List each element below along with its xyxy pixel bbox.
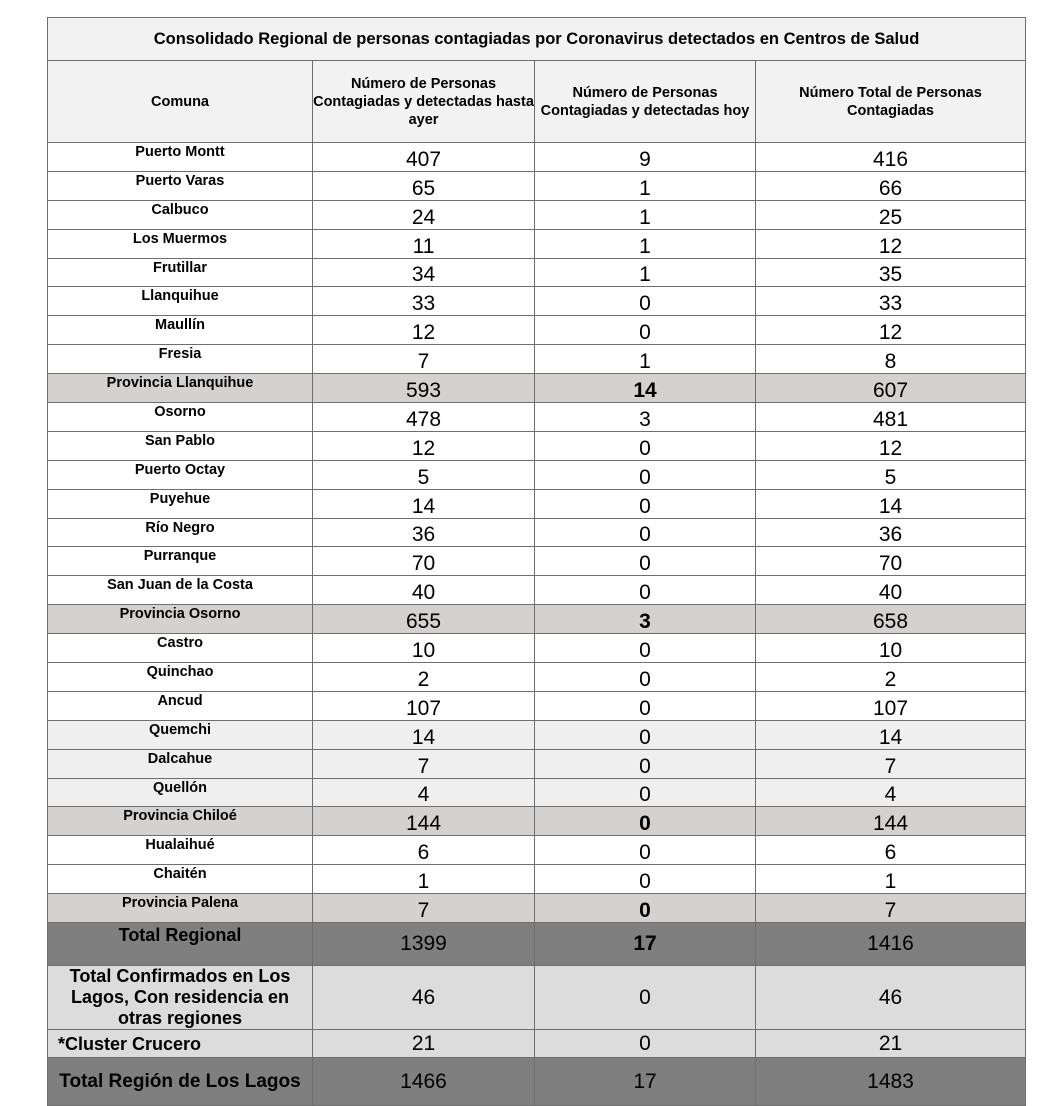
comuna-name: Frutillar [48, 258, 313, 287]
comuna-name: Quinchao [48, 663, 313, 692]
comuna-name: Puerto Montt [48, 143, 313, 172]
cell-total: 46 [756, 966, 1026, 1030]
cell-ayer: 70 [313, 547, 535, 576]
cell-hoy: 0 [535, 431, 756, 460]
table-row [48, 749, 1026, 778]
cell-ayer: 1399 [313, 923, 535, 966]
cell-ayer: 7 [313, 345, 535, 374]
cell-ayer: 1466 [313, 1058, 535, 1106]
table-row [48, 258, 1026, 287]
cell-total: 35 [756, 258, 1026, 287]
comuna-name: Osorno [48, 403, 313, 432]
table-row [48, 691, 1026, 720]
province-row [48, 374, 1026, 403]
cell-hoy: 3 [535, 403, 756, 432]
cell-hoy: 0 [535, 460, 756, 489]
cell-ayer: 12 [313, 431, 535, 460]
total-region-row [48, 1058, 1026, 1106]
table-row [48, 865, 1026, 894]
cell-hoy: 0 [535, 287, 756, 316]
cell-total: 14 [756, 489, 1026, 518]
comuna-name: San Pablo [48, 431, 313, 460]
cell-total: 107 [756, 691, 1026, 720]
table-row [48, 171, 1026, 200]
cell-hoy: 0 [535, 663, 756, 692]
cell-hoy: 1 [535, 171, 756, 200]
table-row [48, 634, 1026, 663]
cell-hoy: 17 [535, 923, 756, 966]
cell-hoy: 0 [535, 865, 756, 894]
cell-hoy: 1 [535, 345, 756, 374]
cell-total: 12 [756, 431, 1026, 460]
cell-hoy: 17 [535, 1058, 756, 1106]
cell-ayer: 107 [313, 691, 535, 720]
cell-hoy: 0 [535, 749, 756, 778]
cell-ayer: 34 [313, 258, 535, 287]
cell-total: 12 [756, 229, 1026, 258]
cell-total: 14 [756, 720, 1026, 749]
table-row [48, 143, 1026, 172]
cell-ayer: 407 [313, 143, 535, 172]
cell-ayer: 144 [313, 807, 535, 836]
comuna-name: Puyehue [48, 489, 313, 518]
cell-total: 416 [756, 143, 1026, 172]
cell-hoy: 0 [535, 547, 756, 576]
comuna-name: Fresia [48, 345, 313, 374]
province-name: Provincia Llanquihue [48, 374, 313, 403]
total-regional-row [48, 923, 1026, 966]
comuna-name: Llanquihue [48, 287, 313, 316]
cell-ayer: 655 [313, 605, 535, 634]
cell-hoy: 1 [535, 200, 756, 229]
comuna-name: Hualaihué [48, 836, 313, 865]
comuna-name: Puerto Octay [48, 460, 313, 489]
cell-ayer: 40 [313, 576, 535, 605]
total-region-label: Total Región de Los Lagos [48, 1058, 313, 1106]
cell-ayer: 4 [313, 778, 535, 807]
table-row [48, 403, 1026, 432]
header-comuna: Comuna [48, 61, 313, 143]
table-row [48, 431, 1026, 460]
cell-ayer: 21 [313, 1030, 535, 1058]
comuna-name: Puerto Varas [48, 171, 313, 200]
table-row [48, 663, 1026, 692]
cell-ayer: 14 [313, 489, 535, 518]
comuna-name: San Juan de la Costa [48, 576, 313, 605]
comuna-name: Castro [48, 634, 313, 663]
cell-ayer: 11 [313, 229, 535, 258]
cell-total: 5 [756, 460, 1026, 489]
cell-ayer: 46 [313, 966, 535, 1030]
cell-hoy: 0 [535, 489, 756, 518]
cell-ayer: 33 [313, 287, 535, 316]
cell-total: 4 [756, 778, 1026, 807]
comuna-name: Río Negro [48, 518, 313, 547]
cell-hoy: 14 [535, 374, 756, 403]
cell-ayer: 65 [313, 171, 535, 200]
cell-hoy: 1 [535, 229, 756, 258]
cell-total: 8 [756, 345, 1026, 374]
cell-ayer: 36 [313, 518, 535, 547]
cell-total: 1483 [756, 1058, 1026, 1106]
cell-total: 607 [756, 374, 1026, 403]
other-regions-label: Total Confirmados en Los Lagos, Con residencia en otras regiones [48, 966, 313, 1030]
cell-ayer: 478 [313, 403, 535, 432]
comuna-name: Quellón [48, 778, 313, 807]
cell-hoy: 0 [535, 807, 756, 836]
table-row [48, 200, 1026, 229]
province-name: Provincia Chiloé [48, 807, 313, 836]
cell-total: 658 [756, 605, 1026, 634]
cell-total: 7 [756, 894, 1026, 923]
cell-hoy: 0 [535, 316, 756, 345]
table-row [48, 576, 1026, 605]
table-row [48, 778, 1026, 807]
cell-total: 25 [756, 200, 1026, 229]
table-row [48, 720, 1026, 749]
comuna-name: Ancud [48, 691, 313, 720]
cell-total: 1 [756, 865, 1026, 894]
cell-ayer: 593 [313, 374, 535, 403]
cell-hoy: 1 [535, 258, 756, 287]
cluster-row [48, 1030, 1026, 1058]
table-row [48, 489, 1026, 518]
cell-ayer: 7 [313, 894, 535, 923]
cell-ayer: 6 [313, 836, 535, 865]
cell-hoy: 3 [535, 605, 756, 634]
cell-total: 10 [756, 634, 1026, 663]
comuna-name: Quemchi [48, 720, 313, 749]
cluster-label: *Cluster Crucero [48, 1030, 313, 1058]
cell-total: 33 [756, 287, 1026, 316]
cell-hoy: 0 [535, 576, 756, 605]
header-hoy: Número de Personas Contagiadas y detectadas hoy [535, 61, 756, 143]
comuna-name: Calbuco [48, 200, 313, 229]
cell-hoy: 0 [535, 894, 756, 923]
comuna-name: Chaitén [48, 865, 313, 894]
table-title: Consolidado Regional de personas contagiadas por Coronavirus detectados en Centros de Salud [48, 18, 1026, 61]
table-row [48, 229, 1026, 258]
other-regions-row [48, 966, 1026, 1030]
header-ayer: Número de Personas Contagiadas y detectadas hasta ayer [313, 61, 535, 143]
comuna-name: Dalcahue [48, 749, 313, 778]
province-row [48, 605, 1026, 634]
cell-ayer: 7 [313, 749, 535, 778]
cell-total: 1416 [756, 923, 1026, 966]
cell-hoy: 0 [535, 518, 756, 547]
cell-total: 66 [756, 171, 1026, 200]
table-row [48, 316, 1026, 345]
table-row [48, 345, 1026, 374]
comuna-name: Los Muermos [48, 229, 313, 258]
table-row [48, 460, 1026, 489]
cell-hoy: 0 [535, 778, 756, 807]
cell-ayer: 5 [313, 460, 535, 489]
cell-ayer: 12 [313, 316, 535, 345]
cell-total: 21 [756, 1030, 1026, 1058]
cell-hoy: 0 [535, 720, 756, 749]
cell-hoy: 0 [535, 966, 756, 1030]
cell-hoy: 0 [535, 634, 756, 663]
cell-total: 36 [756, 518, 1026, 547]
covid-table [47, 17, 1026, 1106]
cell-total: 144 [756, 807, 1026, 836]
cell-hoy: 0 [535, 1030, 756, 1058]
province-row [48, 807, 1026, 836]
cell-total: 70 [756, 547, 1026, 576]
table-row [48, 836, 1026, 865]
cell-hoy: 9 [535, 143, 756, 172]
cell-hoy: 0 [535, 691, 756, 720]
cell-total: 7 [756, 749, 1026, 778]
comuna-name: Maullín [48, 316, 313, 345]
table-row [48, 518, 1026, 547]
cell-hoy: 0 [535, 836, 756, 865]
province-row [48, 894, 1026, 923]
cell-total: 12 [756, 316, 1026, 345]
table-row [48, 287, 1026, 316]
cell-ayer: 10 [313, 634, 535, 663]
cell-total: 481 [756, 403, 1026, 432]
cell-ayer: 2 [313, 663, 535, 692]
cell-ayer: 24 [313, 200, 535, 229]
cell-ayer: 14 [313, 720, 535, 749]
header-total: Número Total de Personas Contagiadas [756, 61, 1026, 143]
cell-total: 6 [756, 836, 1026, 865]
cell-ayer: 1 [313, 865, 535, 894]
comuna-name: Purranque [48, 547, 313, 576]
province-name: Provincia Palena [48, 894, 313, 923]
table-row [48, 547, 1026, 576]
cell-total: 2 [756, 663, 1026, 692]
total-regional-label: Total Regional [48, 923, 313, 966]
cell-total: 40 [756, 576, 1026, 605]
province-name: Provincia Osorno [48, 605, 313, 634]
